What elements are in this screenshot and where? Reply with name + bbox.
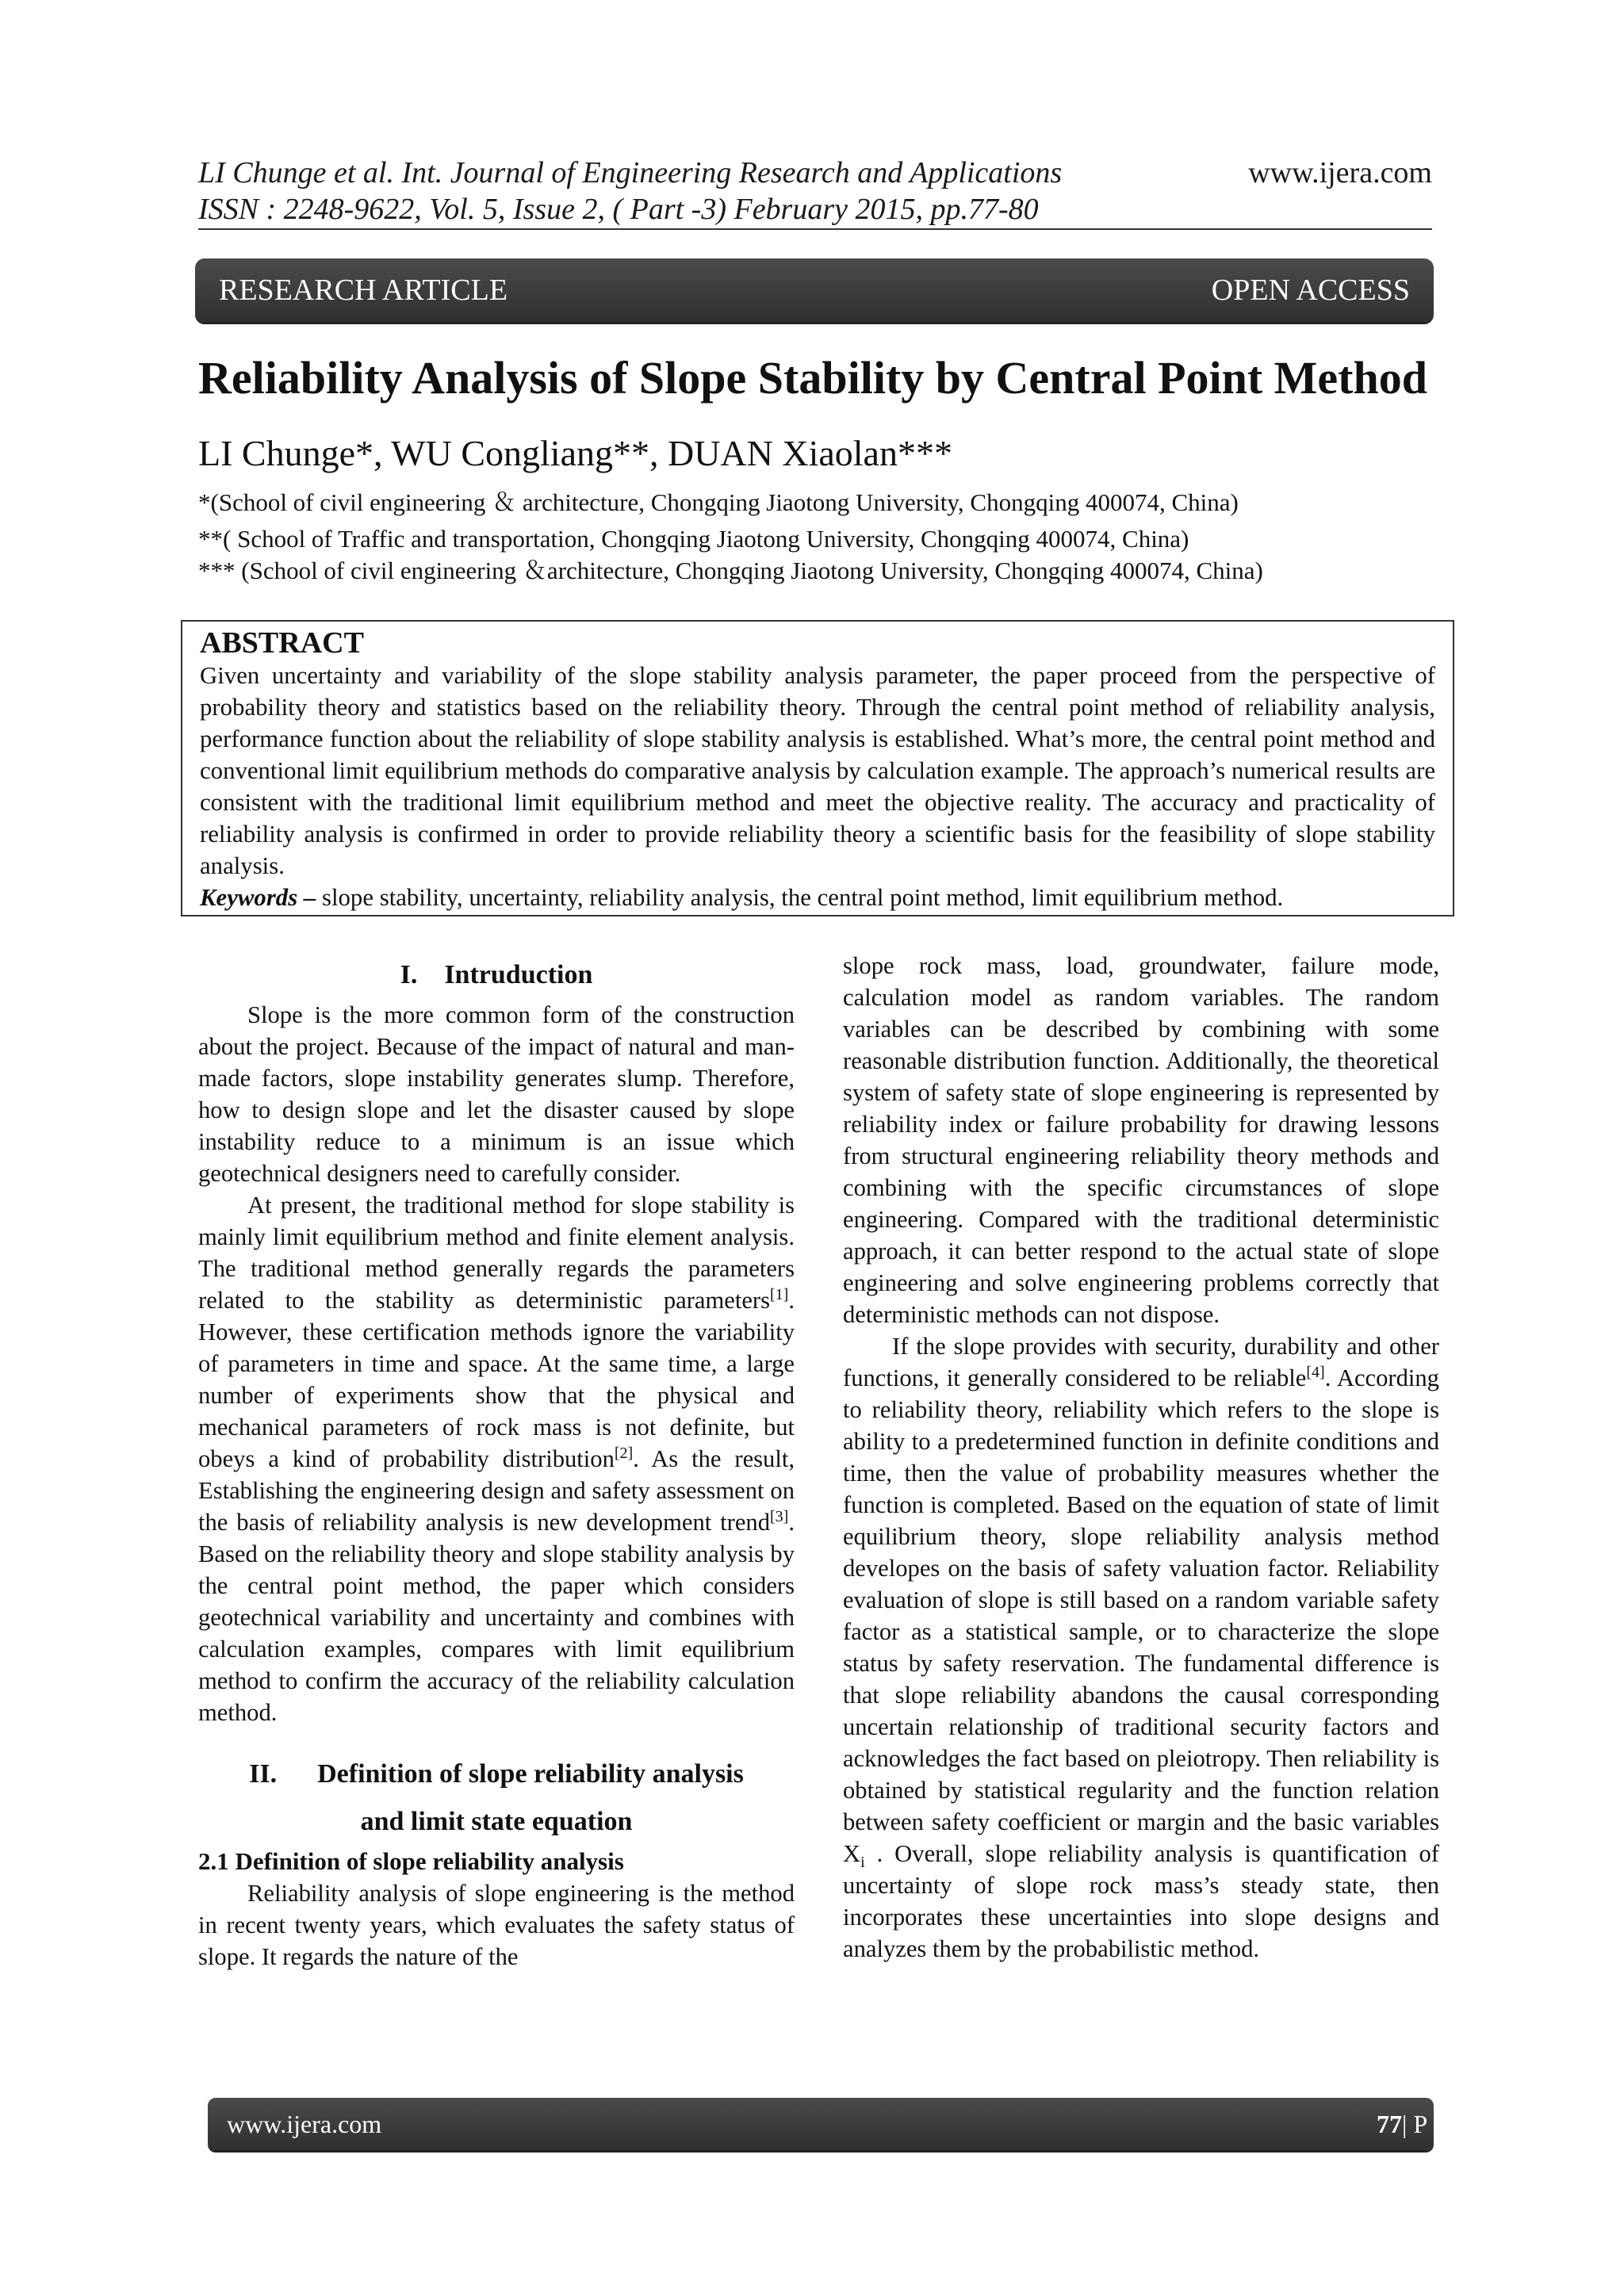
xi-subscript: i — [860, 1854, 865, 1872]
citation-1[interactable]: [1] — [770, 1285, 789, 1303]
footer-bar — [208, 2098, 1481, 2150]
issn-line: ISSN : 2248-9622, Vol. 5, Issue 2, ( Part -3) February 2015, pp.77-80 — [198, 193, 1039, 226]
intro-paragraph-1: Slope is the more common form of the construction about the project. Because of the impact of natural and man-made factors, slope instability generates slump. Therefore, how to design slope and let the disaster caused by slope instability reduce to a minimum is an issue which geotechnical designers need to carefully consider. — [198, 1001, 795, 1187]
header-rule — [198, 228, 1432, 230]
section-2-heading — [198, 1751, 795, 1846]
right-paragraph-1: slope rock mass, load, groundwater, failure mode, calculation model as random variables. The random variables can be described by combining with some reasonable distribution function. Additionally, the theoretical system of safety state of slope engineering is represented by reliability index or failure probability for drawing lessons from structural engineering reliability theory methods and combining with the specific circumstances of slope engineering. Compared with the traditional deterministic approach, it can better respond to the actual state of slope engineering and solve engineering problems correctly that deterministic methods can not dispose. — [843, 952, 1439, 1328]
research-article-label: RESEARCH ARTICLE — [219, 274, 508, 307]
keywords-label: Keywords – — [200, 884, 316, 911]
right-paragraph-2: If the slope provides with security, durability and other functions, it generally considered to be reliable[4]. According to reliability theory, reliability which refers to the slope is ability to a predetermined function in definite conditions and time, then the value of probability measures whether the function is completed. Based on the equation of state of limit equilibrium theory, slope reliability analysis method developes on the basis of safety valuation factor. Reliability evaluation of slope is still based on a random variable safety factor as a statistical sample, or to characterize the slope status by safety reservation. The fundamental difference is that slope reliability abandons the causal corresponding uncertain relationship of traditional security factors and acknowledges the fact based on pleiotropy. Then reliability is obtained by statistical regularity and the function relation between safety coefficient or margin and the basic variables $X_i$ . Overall, slope reliability analysis is quantification of uncertainty of slope rock mass’s steady state, then incorporates these uncertainties into slope designs and analyzes them by the probabilistic method. — [843, 1333, 1439, 1962]
page-label: | P a g e — [1402, 2110, 1481, 2138]
citation-3[interactable]: [3] — [770, 1507, 789, 1525]
section-1-heading — [198, 951, 795, 999]
footer-page — [1377, 2098, 1481, 2150]
right-column — [843, 950, 1439, 1965]
section-1-title: Intruduction — [444, 960, 593, 989]
authors: LI Chunge*, WU Congliang**, DUAN Xiaolan*** — [198, 433, 952, 473]
intro-paragraph-2: At present, the traditional method for slope stability is mainly limit equilibrium method and finite element analysis. The traditional method generally regards the parameters related to the stability as deterministic parameters[1]. However, these certification methods ignore the variability of parameters in time and space. At the same time, a large number of experiments show that the physical and mechanical parameters of rock mass is not definite, but obeys a kind of probability distribution[2]. As the result, Establishing the engineering design and safety assessment on the basis of reliability analysis is new development trend[3]. Based on the reliability theory and slope stability analysis by the central point method, the paper which considers geotechnical variability and uncertainty and combines with calculation examples, compares with limit equilibrium method to confirm the accuracy of the reliability calculation method. — [198, 1192, 795, 1726]
section-2-title-line2: and limit state equation — [360, 1807, 633, 1836]
abstract-text: Given uncertainty and variability of the slope stability analysis parameter, the paper proceed from the perspective of probability theory and statistics based on the reliability theory. Through the central point method of reliability analysis, performance function about the reliability of slope stability analysis is established. What’s more, the central point method and conventional limit equilibrium methods do comparative analysis by calculation example. The approach’s numerical results are consistent with the traditional limit equilibrium method and meet the objective reality. The accuracy and practicality of reliability analysis is confirmed in order to provide reliability theory a scientific basis for the feasibility of slope stability analysis. — [200, 662, 1435, 879]
article-banner — [195, 258, 1434, 322]
citation-4[interactable]: [4] — [1306, 1363, 1325, 1381]
left-column — [198, 951, 795, 1973]
journal-line: LI Chunge et al. Int. Journal of Engineering Research and Applications — [198, 156, 1063, 189]
paper-title: Reliability Analysis of Slope Stability by Central Point Method — [198, 352, 1427, 404]
page-number: 77 — [1377, 2110, 1402, 2138]
abstract-heading: ABSTRACT — [200, 626, 364, 660]
keywords-list: slope stability, uncertainty, reliability analysis, the central point method, limit equilibrium method. — [316, 884, 1284, 911]
open-access-label: OPEN ACCESS — [1211, 274, 1410, 307]
abstract-box — [181, 620, 1454, 916]
footer-url[interactable]: www.ijera.com — [227, 2110, 382, 2138]
affiliation-3: *** (School of civil engineering ＆architecture, Chongqing Jiaotong University, Chongqing 400074, China) — [198, 557, 1263, 584]
section-1-number: I. — [400, 960, 418, 989]
section-2-paragraph-1: Reliability analysis of slope engineering is the method in recent twenty years, which evaluates the safety status of slope. It regards the nature of the — [198, 1880, 795, 1970]
citation-2[interactable]: [2] — [614, 1444, 634, 1462]
header-url[interactable]: www.ijera.com — [1248, 156, 1432, 189]
section-2-title-line1: Definition of slope reliability analysis — [317, 1759, 744, 1789]
subsection-2-1-heading: 2.1 Definition of slope reliability analysis — [198, 1847, 624, 1875]
section-2-number: II. — [249, 1759, 278, 1789]
affiliation-2: **( School of Traffic and transportation, Chongqing Jiaotong University, Chongqing 400074, China) — [198, 525, 1189, 553]
affiliation-1: *(School of civil engineering ＆ architecture, Chongqing Jiaotong University, Chongqing 400074, China) — [198, 488, 1239, 516]
keywords — [200, 882, 1435, 913]
